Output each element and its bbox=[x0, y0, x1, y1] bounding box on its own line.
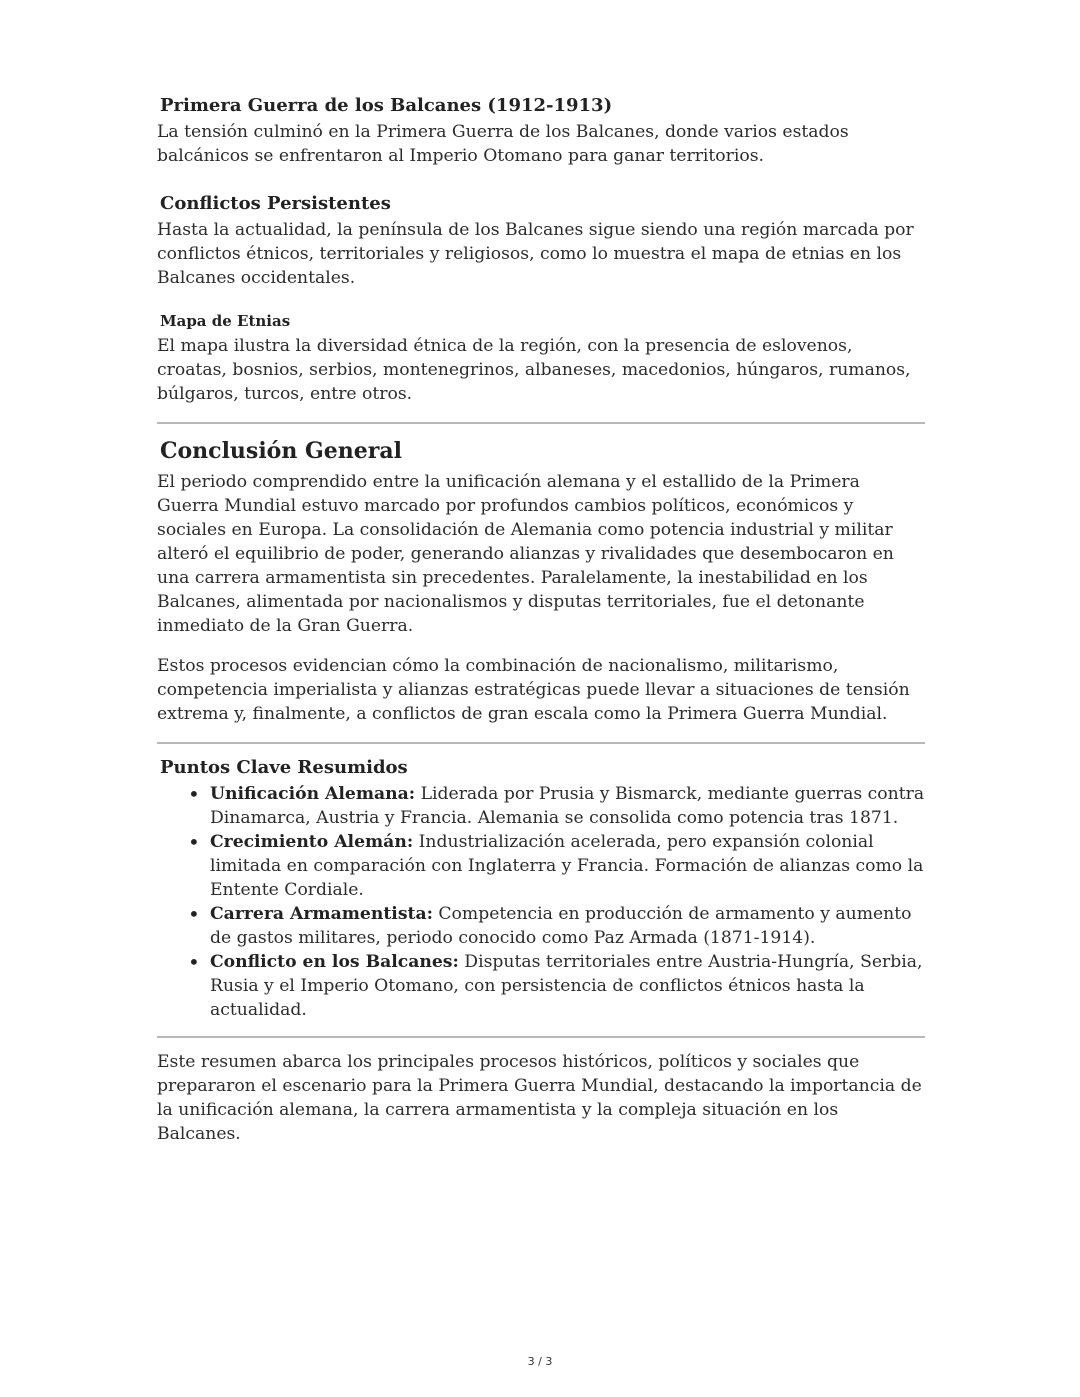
paragraph-persistent-conflicts: Hasta la actualidad, la península de los Balcanes sigue siendo una región marcada por conflictos étnicos, territoriales y religiosos, como lo muestra el mapa de etnias en los Balcanes occidentales. bbox=[157, 220, 914, 288]
paragraph-balkan-war: La tensión culminó en la Primera Guerra de los Balcanes, donde varios estados balcánicos se enfrentaron al Imperio Otomano para ganar territorios. bbox=[157, 122, 849, 166]
paragraph-conclusion-1: El periodo comprendido entre la unificación alemana y el estallido de la Primera Guerra Mundial estuvo marcado por profundos cambios políticos, económicos y sociales en Europa. La consolidación de Alemania como potencia industrial y militar alteró el equilibrio de poder, generando alianzas y rivalidades que desembocaron en una carrera armamentista sin precedentes. Paralelamente, la inestabilidad en los Balcanes, alimentada por nacionalismos y disputas territoriales, fue el detonante inmediato de la Gran Guerra. bbox=[157, 472, 894, 636]
heading-persistent-conflicts: Conflictos Persistentes bbox=[160, 193, 391, 214]
list-item-text: Industrialización acelerada, pero expansión colonial limitada en comparación con Inglaterra y Francia. Formación de alianzas como la Entente Cordiale. bbox=[210, 832, 924, 900]
list-item-label: Conflicto en los Balcanes: bbox=[210, 952, 459, 972]
divider bbox=[157, 1036, 925, 1038]
key-points-list bbox=[157, 782, 925, 1022]
list-item bbox=[210, 782, 925, 830]
list-item-label: Unificación Alemana: bbox=[210, 784, 416, 804]
page-indicator: 3 / 3 bbox=[527, 1355, 553, 1368]
divider bbox=[157, 742, 925, 744]
paragraph-conclusion-2: Estos procesos evidencian cómo la combinación de nacionalismo, militarismo, competencia imperialista y alianzas estratégicas puede llevar a situaciones de tensión extrema y, finalmente, a conflictos de gran escala como la Primera Guerra Mundial. bbox=[157, 656, 910, 724]
list-item bbox=[210, 830, 925, 902]
list-item bbox=[210, 950, 925, 1022]
heading-balkan-war: Primera Guerra de los Balcanes (1912-1913) bbox=[160, 95, 613, 116]
heading-conclusion: Conclusión General bbox=[160, 438, 402, 464]
list-item-label: Crecimiento Alemán: bbox=[210, 832, 414, 852]
divider bbox=[157, 422, 925, 424]
list-item-text: Disputas territoriales entre Austria-Hungría, Serbia, Rusia y el Imperio Otomano, con persistencia de conflictos étnicos hasta la actualidad. bbox=[210, 952, 923, 1020]
heading-ethnic-map: Mapa de Etnias bbox=[160, 312, 291, 330]
document-page bbox=[157, 94, 925, 1146]
paragraph-ethnic-map: El mapa ilustra la diversidad étnica de la región, con la presencia de eslovenos, croatas, bosnios, serbios, montenegrinos, albaneses, macedonios, húngaros, rumanos, búlgaros, turcos, entre otros. bbox=[157, 336, 911, 404]
list-item bbox=[210, 902, 925, 950]
list-item-text: Competencia en producción de armamento y aumento de gastos militares, periodo conocido como Paz Armada (1871-1914). bbox=[210, 904, 912, 948]
heading-key-points: Puntos Clave Resumidos bbox=[160, 757, 408, 778]
list-item-label: Carrera Armamentista: bbox=[210, 904, 433, 924]
list-item-text: Liderada por Prusia y Bismarck, mediante guerras contra Dinamarca, Austria y Francia. Alemania se consolida como potencia tras 1871. bbox=[210, 784, 925, 828]
paragraph-summary: Este resumen abarca los principales procesos históricos, políticos y sociales que prepararon el escenario para la Primera Guerra Mundial, destacando la importancia de la unificación alemana, la carrera armamentista y la compleja situación en los Balcanes. bbox=[157, 1052, 922, 1144]
